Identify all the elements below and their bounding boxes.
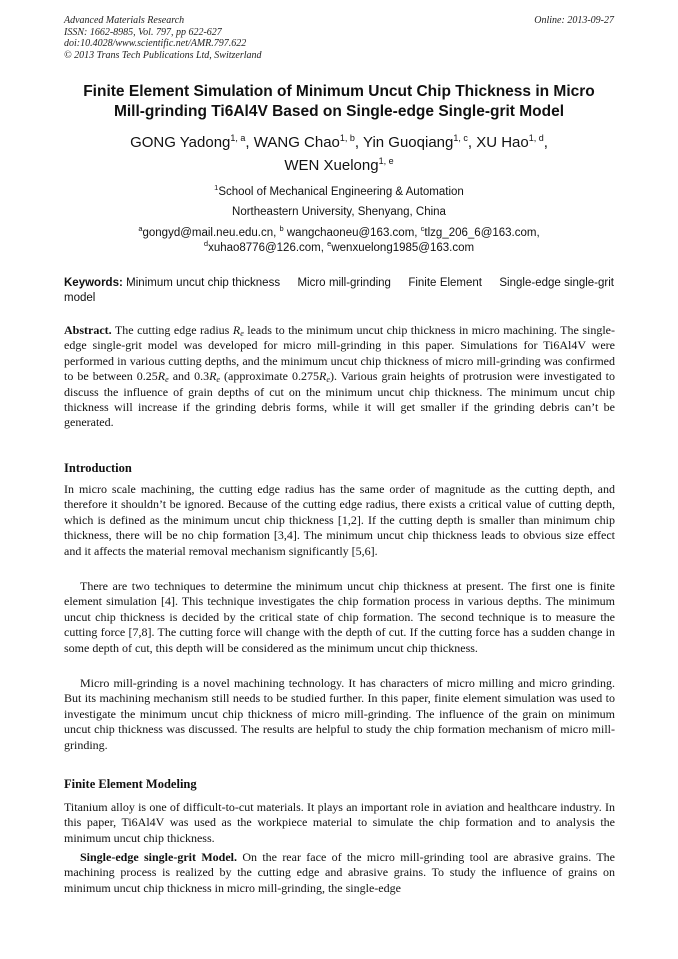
affiliation-marker: 1 xyxy=(214,183,219,192)
author: XU Hao$^{1, d}$, xyxy=(476,133,548,151)
email[interactable]: $^c$tlzg_206_6@163.com, xyxy=(420,224,540,239)
journal-header xyxy=(64,15,262,61)
affiliation-line-1: School of Mechanical Engineering & Automation xyxy=(218,186,464,198)
intro-paragraph-2: There are two techniques to determine the minimum uncut chip thickness at present. The first one is finite element simulation [4]. This technique investigates the chip formation process in various depths. The minimum uncut chip thickness is decided by the critical state of chip formation. The second technique is to measure the cutting force [7,8]. The cutting force will change with the depth of cut. If the cutting force has a sudden change in some depth of cut, this depth will be considered as the minimum uncut chip thickness. xyxy=(64,579,615,655)
email[interactable]: $^b$ wangchaoneu@163.com, xyxy=(279,224,418,239)
title-line-2: Mill-grinding Ti6Al4V Based on Single-edge Single-grit Model xyxy=(113,103,565,120)
email[interactable]: $^a$gongyd@mail.neu.edu.cn, xyxy=(138,224,277,239)
copyright-line: © 2013 Trans Tech Publications Ltd, Switzerland xyxy=(64,49,262,61)
introduction-heading: Introduction xyxy=(64,461,132,475)
doi-line[interactable]: doi:10.4028/www.scientific.net/AMR.797.622 xyxy=(64,38,247,49)
subsection-label: Single-edge single-grit Model. xyxy=(80,850,237,864)
keyword: Finite Element xyxy=(408,277,483,289)
keyword: Micro mill-grinding xyxy=(297,277,391,289)
affiliation-line-2: Northeastern University, Shenyang, China xyxy=(232,206,446,218)
abstract: Abstract. The cutting edge radius $R_e$ leads to the minimum uncut chip thickness in micro machining. The single-edge single-grit model was developed for micro mill-grinding in this paper. Simulations for Ti6Al4V were performed in various cutting depths, and the minimum uncut chip thickness of micro mill-grinding was confirmed to be between $0.25R_e$ and $0.3R_e$ (approximate $0.275R_e$). Various grain heights of protrusion were investigated to discuss the influence of grain depths of cut on the minimum uncut chip thickness. The minimum uncut chip thickness will increase if the grinding debris forms, while it will get smaller if the grinding debris can’t be generated. xyxy=(64,323,615,430)
affiliation xyxy=(40,182,638,222)
author: WEN Xuelong$^{1, e}$ xyxy=(284,156,394,174)
author-list xyxy=(40,131,638,177)
online-date: Online: 2013-09-27 xyxy=(534,15,614,26)
abstract-label: Abstract. xyxy=(64,323,112,337)
author: Yin Guoqiang$^{1, c}$, xyxy=(363,133,477,151)
author: GONG Yadong$^{1, a}$, xyxy=(130,133,254,151)
keywords-label: Keywords: xyxy=(64,277,123,289)
intro-paragraph-3: Micro mill-grinding is a novel machining technology. It has characters of micro milling and micro grinding. But its machining mechanism still needs to be studied further. In this paper, finite element simulation was used to investigate the minimum uncut chip thickness of micro mill-grinding. The influence of the grain on minimum uncut chip thickness was discussed. The results are helpful to study the chip formation mechanism of micro mill-grinding. xyxy=(64,676,615,752)
journal-name: Advanced Materials Research xyxy=(64,15,185,26)
fem-paragraph-2: Single-edge single-grit Model. On the rear face of the micro mill-grinding tool are abrasive grains. The machining process is realized by the cutting edge and abrasive grains. To study the influence of grains on minimum uncut chip thickness in micro mill-grinding, the single-edge xyxy=(64,850,615,895)
keywords xyxy=(64,276,614,306)
email[interactable]: $^d$xuhao8776@126.com, xyxy=(203,239,324,254)
keyword: Single-edge single-grit model xyxy=(64,277,614,304)
title-line-1: Finite Element Simulation of Minimum Uncut Chip Thickness in Micro xyxy=(83,83,595,100)
intro-paragraph-1: In micro scale machining, the cutting edge radius has the same order of magnitude as the cutting depth, and therefore it shouldn’t be ignored. Because of the cutting edge radius, there exists a critical value of cutting depth, which is defined as the minimum uncut chip thickness [1,2]. If the cutting depth is smaller than minimum chip thickness, there will be no chip formation [3,4]. The minimum uncut chip thickness leads to obvious size effect and it affects the material removal mechanism significantly [5,6]. xyxy=(64,482,615,558)
author: WANG Chao$^{1, b}$, xyxy=(253,133,363,151)
email[interactable]: $^e$wenxuelong1985@163.com xyxy=(327,239,475,254)
issn-line: ISSN: 1662-8985, Vol. 797, pp 622-627 xyxy=(64,26,222,38)
keyword: Minimum uncut chip thickness xyxy=(126,277,281,289)
paper-title xyxy=(40,82,638,122)
fem-paragraph-1: Titanium alloy is one of difficult-to-cut materials. It plays an important role in aviation and healthcare industry. In this paper, Ti6Al4V was used as the workpiece material to simulate the chip formation and to analysis the minimum uncut chip thickness. xyxy=(64,800,615,845)
fem-heading: Finite Element Modeling xyxy=(64,777,197,791)
author-emails xyxy=(40,226,638,256)
